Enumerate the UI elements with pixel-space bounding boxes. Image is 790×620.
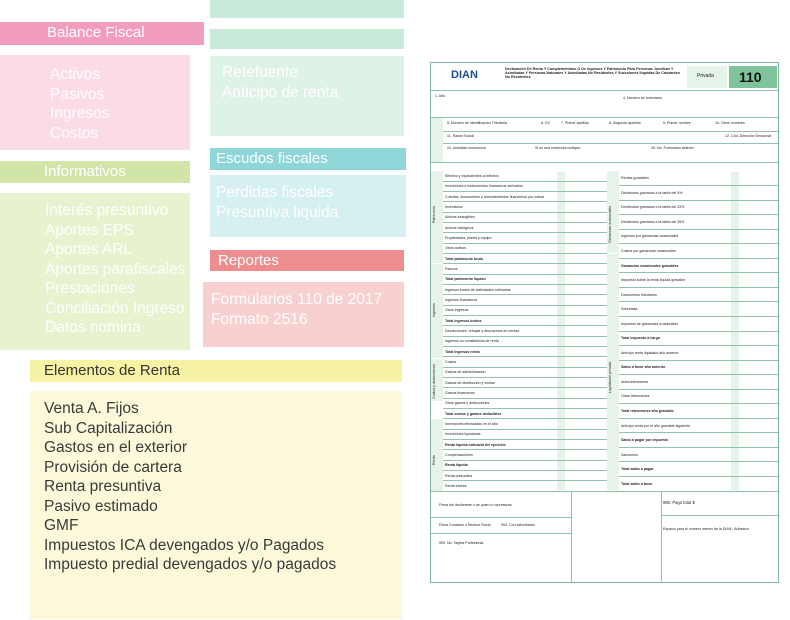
formulario-label: 4. Número de formulario <box>623 96 662 100</box>
escudos-item: Presuntiva liquida <box>216 203 339 221</box>
form-row-number-box <box>731 462 739 476</box>
form-row-number-box <box>557 461 565 470</box>
elementos-item: GMF <box>44 517 79 534</box>
form-row-label: Inventarios <box>445 205 463 210</box>
form-row-line <box>619 403 779 404</box>
form-row-number-box <box>557 264 565 273</box>
form-row-number-box <box>557 285 565 294</box>
form-row-label: Total saldo a favor <box>621 481 653 486</box>
razon-label: 11. Razón Social <box>447 134 474 138</box>
form-row-label: Ingresos no constitutivos de renta <box>445 339 499 344</box>
informativos-panel <box>0 193 190 350</box>
form-row-label: Ingresos por ganancias ocasionales <box>621 234 679 239</box>
form-row-label: Ingresos brutos de actividades ordinarias <box>445 287 511 292</box>
informativos-item: Conciliación Ingreso <box>45 299 185 317</box>
form-row-number-box <box>731 230 739 244</box>
form-row-label: Gastos de administración <box>445 370 486 375</box>
form-row-number-box <box>557 430 565 439</box>
form-row-number-box <box>557 202 565 211</box>
form-row-number-box <box>731 259 739 273</box>
form-row-line <box>443 222 607 223</box>
form-row-label: Sobretasa <box>621 307 638 312</box>
informativos-item: Prestaciones <box>45 280 135 297</box>
form-row-label: Autorretenciones <box>621 379 649 384</box>
form-row-number-box <box>731 361 739 375</box>
form-row-number-box <box>731 317 739 331</box>
form-row-label: Gastos financieros <box>445 390 475 395</box>
form-row-line <box>619 345 779 346</box>
form-row-number-box <box>731 477 739 491</box>
form-row-number-box <box>557 409 565 418</box>
dv-label: 6. DV <box>541 121 550 125</box>
form-row-number-box <box>731 273 739 287</box>
form-row-line <box>619 360 779 361</box>
reportes-item: Formato 2516 <box>211 310 308 328</box>
form-row-number-box <box>557 172 565 181</box>
form-row-line <box>619 229 779 230</box>
form-row-number-box <box>731 215 739 229</box>
form-row-number-box <box>557 419 565 428</box>
correccion-label: Si es una corrección indique: <box>535 146 582 150</box>
form-row-number-box <box>557 357 565 366</box>
elementos-item: Renta presuntiva <box>44 478 162 495</box>
form-row-label: Impuesto sobre la renta líquida gravable <box>621 278 686 283</box>
form-row-label: Ingresos financieros <box>445 298 478 303</box>
form-row-line <box>619 287 779 288</box>
form-row-label: Activos biológicos <box>445 225 474 230</box>
balance-item: Pasivos <box>50 85 105 103</box>
informativos-item: Interés presuntivo <box>45 202 169 219</box>
form-row-number-box <box>557 244 565 253</box>
form-row-label: Total ingresos netos <box>445 349 480 354</box>
form-row-line <box>443 315 607 316</box>
form-row-label: Total costos y gastos deducibles <box>445 411 502 416</box>
retefuente-item: Anticipo de renta <box>222 83 339 101</box>
form-row-label: Costos por ganancias ocasionales <box>621 249 676 253</box>
elementos-panel <box>30 391 402 619</box>
form-row-number-box <box>557 347 565 356</box>
form-row-line <box>619 476 779 477</box>
form-row-line <box>443 439 607 440</box>
elementos-item: Impuestos ICA devengados y/o Pagados <box>44 536 325 554</box>
form-row-line <box>443 243 607 244</box>
form-row-number-box <box>731 244 739 258</box>
form-row-number-box <box>557 254 565 263</box>
form-row-line <box>619 432 779 433</box>
form-row-number-box <box>731 433 739 447</box>
informativos-title: Informativos <box>44 163 126 180</box>
form-row-label: Otros ingresos <box>445 308 469 313</box>
form-row-line <box>443 263 607 264</box>
informativos-item: Aportes ARL <box>45 241 133 258</box>
form-row-number-box <box>557 388 565 397</box>
balance-item: Ingresos <box>50 105 110 122</box>
elementos-item: Gastos en el exterior <box>44 439 188 456</box>
form-row-line <box>443 201 607 202</box>
form-110-image <box>430 62 779 583</box>
form-row-line <box>443 325 607 326</box>
form-row-label: Otras retenciones <box>621 394 650 399</box>
form-row-line <box>619 461 779 462</box>
privada-label: Privada <box>697 73 714 79</box>
privada-box <box>687 66 727 88</box>
form-row-line <box>619 214 779 215</box>
form-row-label: Inversiones e instrumentos financieros derivados <box>445 184 523 189</box>
form-row-line <box>619 185 779 186</box>
form-row-number-box <box>731 288 739 302</box>
form-row-line <box>443 253 607 254</box>
form-row-line <box>619 389 779 390</box>
top-green-bar <box>210 0 404 18</box>
form-row-label: Efectivo y equivalentes al efectivo <box>445 174 499 179</box>
form-row-label: Total patrimonio bruto <box>445 256 484 261</box>
cod-dir-label: 12. Cód. Dirección Seccional <box>725 134 772 138</box>
form-row-number-box <box>557 440 565 449</box>
form-row-number-box <box>731 404 739 418</box>
form-row-number-box <box>557 378 565 387</box>
form-row-label: Cuentas, documentos y arrendamientos financieros por cobrar <box>445 194 545 199</box>
form-row-label: Ganancias ocasionales gravables <box>621 263 679 268</box>
escudos-panel <box>210 175 406 237</box>
form-row-label: Saldo a favor año anterior <box>621 365 666 370</box>
form-row-line <box>443 449 607 450</box>
form-row-label: Impuesto de ganancias ocasionales <box>621 321 679 326</box>
reportes-item: Formularios 110 de 2017 <box>211 291 383 308</box>
form-row-number-box <box>557 295 565 304</box>
informativos-item: Datos nomina <box>45 319 141 336</box>
form-row-line <box>443 367 607 368</box>
tarjeta-label: 993. No. Tarjeta Profesional <box>439 541 484 545</box>
form-row-number-box <box>557 233 565 242</box>
form-row-label: Inversiones liquidadas <box>445 432 481 437</box>
form-row-number-box <box>557 192 565 201</box>
form-row-label: Devoluciones, rebajas y descuentos en ventas <box>445 329 520 333</box>
form-row-number-box <box>557 450 565 459</box>
form-row-line <box>443 398 607 399</box>
form-row-label: Gastos de distribución y ventas <box>445 380 495 385</box>
firma-label: Firma del declarante o de quien lo representa <box>439 503 512 507</box>
liquidacion-label: Liquidación privada <box>608 362 612 393</box>
form-row-label: Otros gastos y deducciones <box>445 401 490 406</box>
ganancias-label: Ganancias ocasionales <box>608 205 612 243</box>
form-row-label: Renta presuntiva <box>445 473 473 478</box>
form-row-line <box>443 212 607 213</box>
form-row-number-box <box>731 375 739 389</box>
balance-item: Activos <box>50 66 100 83</box>
form-row-line <box>443 470 607 471</box>
form-row-label: Renta exenta <box>445 483 467 488</box>
form-row-label: Total ingresos brutos <box>445 318 482 323</box>
form-row-label: Pasivos <box>445 267 458 272</box>
form-row-number-box <box>557 316 565 325</box>
informativos-item: Aportes parafiscales <box>45 260 186 278</box>
form-row-line <box>443 387 607 388</box>
form-row-number-box <box>557 326 565 335</box>
form-row-label: Propiedades, planta y equipo <box>445 236 492 241</box>
form-row-line <box>619 258 779 259</box>
form-row-number-box <box>731 419 739 433</box>
balance-fiscal-panel <box>0 55 190 150</box>
form-row-line <box>443 377 607 378</box>
reportes-panel <box>203 282 404 347</box>
form-row-label: Renta líquida <box>445 463 468 468</box>
elementos-item: Impuesto predial devengados y/o pagados <box>44 556 337 573</box>
form-row-number-box <box>557 306 565 315</box>
form-row-label: Anticipo renta por el año gravable siguiente <box>621 423 691 428</box>
form-row-line <box>443 408 607 409</box>
form-row-number-box <box>731 201 739 215</box>
form-row-label: Compensaciones <box>445 452 473 457</box>
form-row-label: Otros activos <box>445 246 466 251</box>
form-row-number-box <box>557 481 565 490</box>
form-row-number-box <box>557 213 565 222</box>
ingresos-label: Ingresos <box>432 303 436 317</box>
form-row-line <box>443 460 607 461</box>
form-row-label: Total impuesto a cargo <box>621 336 661 341</box>
elementos-item: Provisión de cartera <box>44 458 182 476</box>
form-row-line <box>619 418 779 419</box>
form-row-label: Dividendos gravados a la tarifa del 5% <box>621 190 683 195</box>
elementos-item: Sub Capitalización <box>44 419 173 437</box>
form-row-line <box>443 480 607 481</box>
nombre1-label: 9. Primer nombre <box>663 121 691 125</box>
form-row-line <box>619 200 779 201</box>
form-row-label: Dividendos gravados a la tarifa del 35% <box>621 219 685 224</box>
form-row-line <box>443 284 607 285</box>
form-number: 110 <box>739 69 762 85</box>
anterior-label: 26. No. Formulario anterior <box>651 146 694 150</box>
retefuente-panel <box>210 56 404 136</box>
dian-logo: DIAN <box>451 69 478 81</box>
actividad-label: 24. Actividad económica <box>447 146 486 150</box>
escudos-header-bar <box>210 148 406 170</box>
form-row-line <box>619 243 779 244</box>
elementos-item: Venta A. Fijos <box>44 400 139 417</box>
form-row-label: Inversiones efectuadas en el año <box>445 421 498 426</box>
form-row-number-box <box>731 172 739 186</box>
renta-label: Renta <box>432 455 436 465</box>
form-row-label: Total retenciones año gravable <box>621 409 674 413</box>
retefuente-header-bar <box>210 29 404 49</box>
form-row-line <box>619 301 779 302</box>
form-row-label: Descuentos tributarios <box>621 292 657 297</box>
elementos-title: Elementos de Renta <box>44 362 180 379</box>
form-row-label: Sanciones <box>621 452 638 457</box>
form-row-label: Total patrimonio líquido <box>445 277 486 282</box>
form-row-label: Rentas gravables <box>621 176 649 181</box>
contador-label: Firma Contador o Revisor Fiscal <box>439 523 491 527</box>
form-row-label: Dividendos gravados a la tarifa del 33% <box>621 205 685 210</box>
form-row-line <box>443 418 607 419</box>
form-row-line <box>619 316 779 317</box>
elementos-header-bar <box>30 360 402 382</box>
form-heading: Declaración De Renta Y Complementario O De Ingresos Y Patrimonio Para Personas Jurídicas Y Asimiladas Y Personas Naturales Y Asimiladas No Residentes Y Sucesiones Ilíquidas De Causantes No Residentes <box>505 67 680 79</box>
form-row-number-box <box>731 390 739 404</box>
apellido2-label: 8. Segundo apellido <box>609 121 641 125</box>
balance-fiscal-title: Balance Fiscal <box>47 24 145 41</box>
form-row-number-box <box>731 332 739 346</box>
form-row-number-box <box>557 223 565 232</box>
form-row-number-box <box>731 186 739 200</box>
form-row-line <box>443 356 607 357</box>
costos-label: Costos y deducciones <box>432 363 436 399</box>
form-row-line <box>443 191 607 192</box>
form-row-line <box>619 374 779 375</box>
form-row-line <box>443 346 607 347</box>
form-row-line <box>443 232 607 233</box>
informativos-item: Aportes EPS <box>45 221 134 239</box>
form-row-line <box>443 181 607 182</box>
reportes-title: Reportes <box>218 252 279 269</box>
form-row-number-box <box>557 275 565 284</box>
form-row-line <box>619 447 779 448</box>
form-row-label: Renta líquida ordinaria del ejercicio <box>445 442 506 447</box>
form-row-line <box>443 294 607 295</box>
escudos-item: Perdidas fiscales <box>216 184 334 201</box>
informativos-header-bar <box>0 161 190 183</box>
salvedades-label: 994. Con salvedades <box>501 523 535 527</box>
nombres-label: 10. Otros nombres <box>715 121 745 125</box>
form-row-label: Activos intangibles <box>445 215 475 220</box>
retefuente-item: Retefuente <box>222 64 298 81</box>
form-row-number-box <box>557 182 565 191</box>
form-row-label: Saldo a pagar por impuesto <box>621 438 669 443</box>
apellido1-label: 7. Primer apellido <box>561 121 589 125</box>
form-row-label: Total saldo a pagar <box>621 467 654 472</box>
form-row-line <box>443 274 607 275</box>
balance-item: Costos <box>50 124 99 142</box>
reportes-header-bar <box>210 250 404 271</box>
ano-label: 1. Año <box>435 94 446 98</box>
form-row-number-box <box>731 346 739 360</box>
form-row-line <box>443 305 607 306</box>
patrimonio-label: Patrimonio <box>432 205 436 223</box>
nit-label: 5. Número de Identificación Tributaria <box>447 121 507 125</box>
elementos-item: Pasivo estimado <box>44 497 158 515</box>
form-row-line <box>619 272 779 273</box>
escudos-title: Escudos fiscales <box>216 150 328 167</box>
form-row-label: Anticipo renta liquidado año anterior <box>621 350 679 355</box>
form-row-line <box>619 331 779 332</box>
form-row-number-box <box>557 337 565 346</box>
form-row-label: Costos <box>445 359 457 364</box>
form-row-number-box <box>557 368 565 377</box>
pago-label: 980. Pago total $ <box>663 500 695 505</box>
form-row-line <box>443 429 607 430</box>
form-row-number-box <box>731 448 739 462</box>
balance-fiscal-header-bar <box>0 22 204 45</box>
espacio-label: Espacio para el número interno de la DIAN / Adhesivo <box>663 527 749 531</box>
form-number-box <box>729 66 777 88</box>
form-row-number-box <box>557 471 565 480</box>
form-row-number-box <box>557 399 565 408</box>
form-row-line <box>443 336 607 337</box>
form-row-number-box <box>731 302 739 316</box>
